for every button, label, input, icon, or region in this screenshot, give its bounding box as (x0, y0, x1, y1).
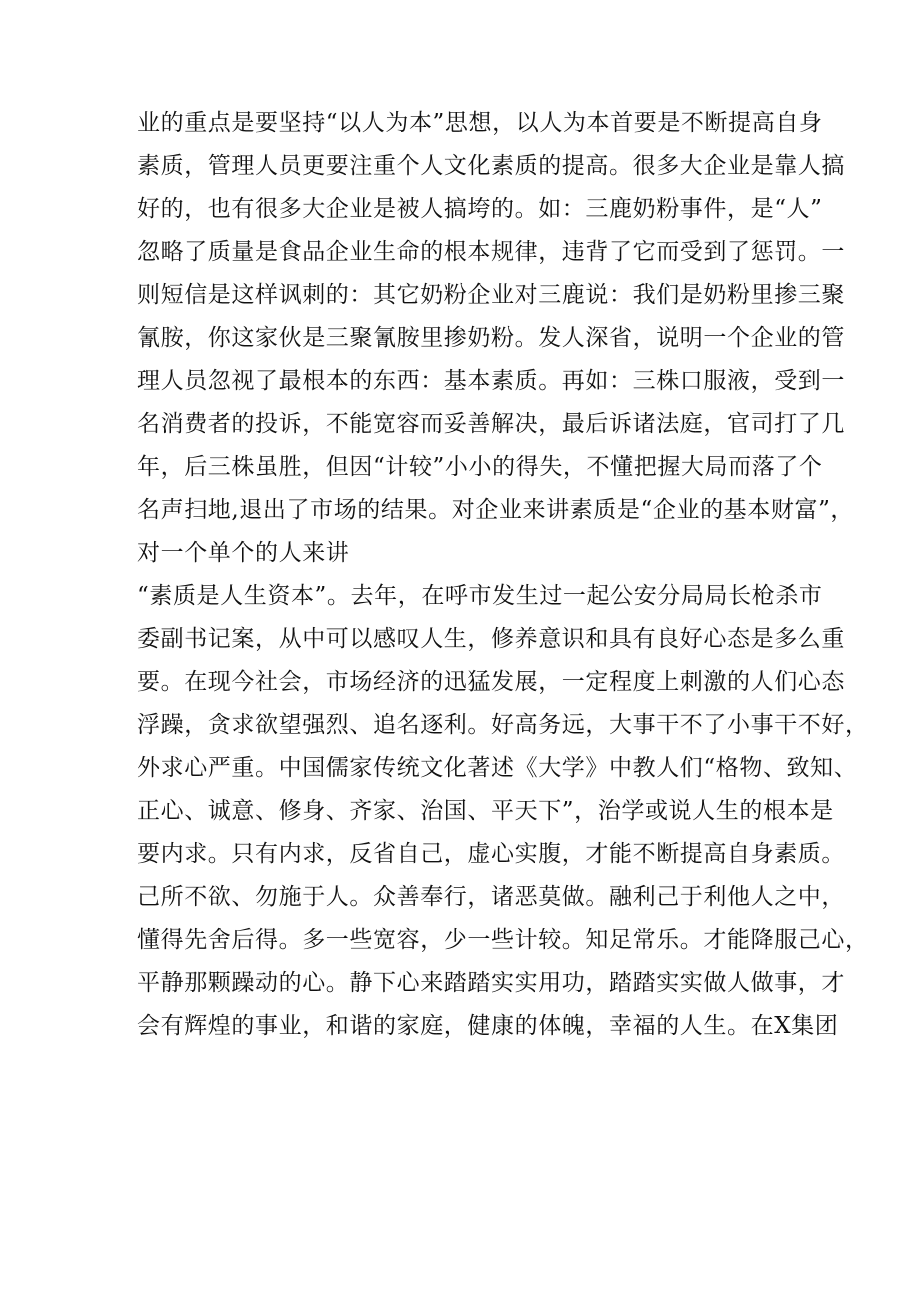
text-line-16: 外求心严重。中国儒家传统文化著述《大学》中教人们“格物、致知、 (137, 755, 858, 781)
text-line-15: 浮躁，贪求欲望强烈、追名逐利。好高务远，大事干不了小事干不好， (137, 712, 869, 738)
text-line-13: 委副书记案，从中可以感叹人生，修养意识和具有良好心态是多么重 (137, 626, 845, 652)
text-line-10: 名声扫地,退出了市场的结果。对企业来讲素质是“企业的基本财富”， (137, 497, 855, 523)
text-line-8: 名消费者的投诉，不能宽容而妥善解决，最后诉诸法庭，官司打了几 (137, 411, 845, 437)
text-line-1: 业的重点是要坚持“以人为本”思想，以人为本首要是不断提高自身 (137, 110, 823, 136)
text-line-20: 懂得先舍后得。多一些宽容，少一些计较。知足常乐。才能降服己心， (137, 927, 869, 953)
text-line-9: 年，后三株虽胜，但因“计较”小小的得失，不懂把握大局而落了个 (137, 454, 823, 480)
text-line-7: 理人员忽视了最根本的东西：基本素质。再如：三株口服液，受到一 (137, 368, 845, 394)
text-line-12: “素质是人生资本”。去年，在呼市发生过一起公安分局局长枪杀市 (137, 583, 823, 609)
text-line-11: 对一个单个的人来讲 (137, 540, 350, 566)
text-line-4: 忽略了质量是食品企业生命的根本规律，违背了它而受到了惩罚。一 (137, 239, 845, 265)
text-line-18: 要内求。只有内求，反省自己，虚心实腹，才能不断提高自身素质。 (137, 841, 845, 867)
text-line-17: 正心、诚意、修身、齐家、治国、平天下”，治学或说人生的根本是 (137, 798, 834, 824)
text-line-5: 则短信是这样讽刺的：其它奶粉企业对三鹿说：我们是奶粉里掺三聚 (137, 282, 845, 308)
text-line-14: 要。在现今社会，市场经济的迅猛发展，一定程度上刺激的人们心态 (137, 669, 845, 695)
text-line-6: 氰胺，你这家伙是三聚氰胺里掺奶粉。发人深省，说明一个企业的管 (137, 325, 845, 351)
text-line-21: 平静那颗躁动的心。静下心来踏踏实实用功，踏踏实实做人做事，才 (137, 970, 845, 996)
text-line-22: 会有辉煌的事业，和谐的家庭，健康的体魄，幸福的人生。在X集团 (137, 1013, 839, 1039)
text-line-19: 己所不欲、勿施于人。众善奉行，诸恶莫做。融利己于利他人之中， (137, 884, 845, 910)
body-text (137, 102, 869, 1048)
text-line-2: 素质，管理人员更要注重个人文化素质的提高。很多大企业是靠人搞 (137, 153, 845, 179)
text-line-3: 好的，也有很多大企业是被人搞垮的。如：三鹿奶粉事件，是“人” (137, 196, 823, 222)
